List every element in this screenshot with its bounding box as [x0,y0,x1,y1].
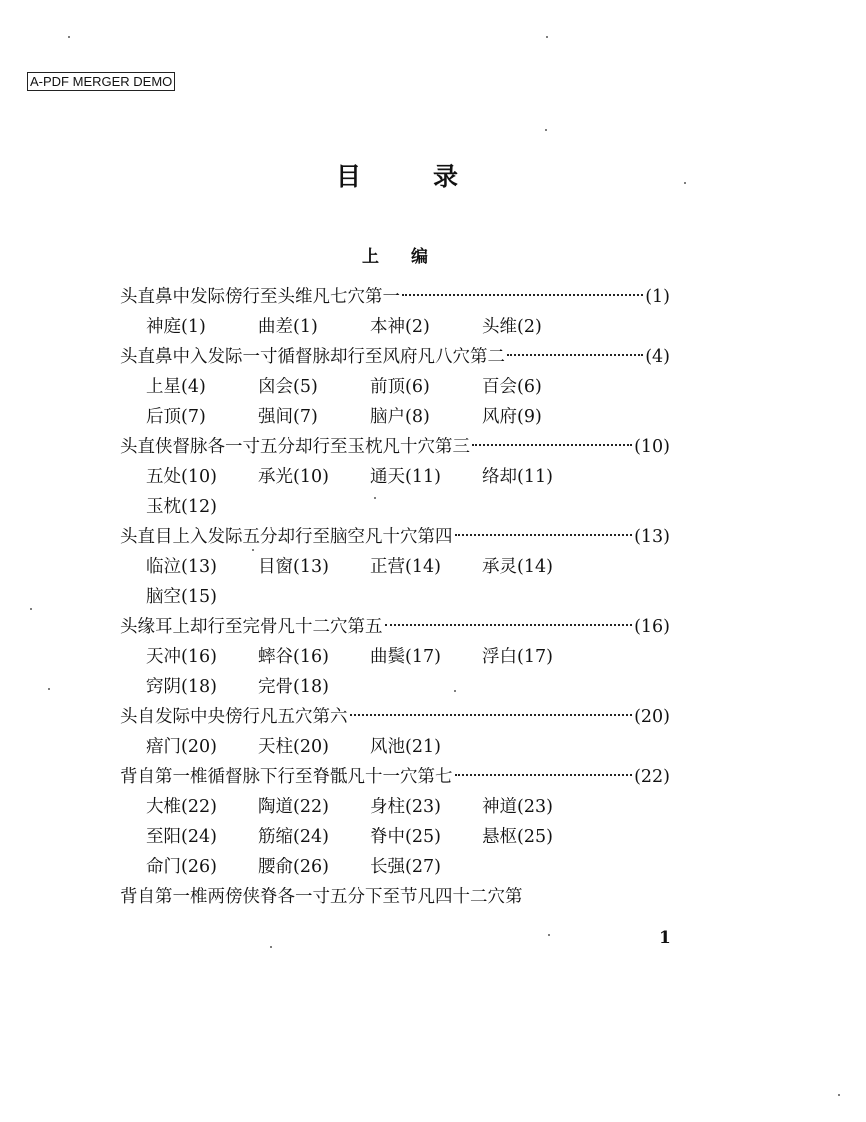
part-title [362,241,428,267]
scan-speck [48,688,50,690]
toc-point-row [120,672,670,702]
toc-point-row [120,462,670,492]
acupoint-entry: 五处(10) [146,467,217,487]
acupoint-entry: 身柱(23) [370,797,441,817]
chapter-title: 头自发际中央傍行凡五穴第六 [120,707,348,727]
scan-speck [546,36,548,38]
part-title-char-2: 编 [411,246,428,267]
acupoint-entry: 脑空(15) [146,587,217,607]
scan-speck [454,690,456,692]
acupoint-entry: 命门(26) [146,857,217,877]
toc-chapter-entry [120,282,670,312]
scan-speck [68,36,70,38]
acupoint-entry: 至阳(24) [146,827,217,847]
page-title-char-2: 录 [432,162,458,191]
chapter-title: 头缘耳上却行至完骨凡十二穴第五 [120,617,383,637]
chapter-page-ref: (10) [634,437,670,457]
acupoint-entry: 强间(7) [258,407,318,427]
toc-point-row [120,792,670,822]
acupoint-entry: 悬枢(25) [482,827,553,847]
acupoint-entry: 后顶(7) [146,407,206,427]
acupoint-entry: 大椎(22) [146,797,217,817]
chapter-title: 头直鼻中入发际一寸循督脉却行至风府凡八穴第二 [120,347,505,367]
toc-point-row [120,732,670,762]
acupoint-entry: 风府(9) [482,407,542,427]
acupoint-entry: 神道(23) [482,797,553,817]
acupoint-entry: 承灵(14) [482,557,553,577]
acupoint-entry: 天冲(16) [146,647,217,667]
scan-speck [270,946,272,948]
dot-leader [472,444,632,446]
acupoint-entry: 头维(2) [482,317,542,337]
chapter-page-ref: (13) [634,527,670,547]
scan-speck [545,129,547,131]
chapter-page-ref: (20) [634,707,670,727]
acupoint-entry: 瘖门(20) [146,737,217,757]
chapter-title: 头直鼻中发际傍行至头维凡七穴第一 [120,287,400,307]
chapter-page-ref: (1) [645,287,670,307]
toc-chapter-entry [120,612,670,642]
page-title [336,157,458,193]
acupoint-entry: 陶道(22) [258,797,329,817]
chapter-page-ref: (4) [645,347,670,367]
acupoint-entry: 曲鬓(17) [370,647,441,667]
acupoint-entry: 络却(11) [482,467,553,487]
acupoint-entry: 天柱(20) [258,737,329,757]
part-title-char-1: 上 [362,246,379,267]
acupoint-entry: 风池(21) [370,737,441,757]
chapter-title: 背自第一椎循督脉下行至脊骶凡十一穴第七 [120,767,453,787]
toc-chapter-entry [120,432,670,462]
acupoint-entry: 上星(4) [146,377,206,397]
toc-point-row [120,582,670,612]
toc-chapter-continued [120,882,670,912]
acupoint-entry: 腰俞(26) [258,857,329,877]
acupoint-entry: 玉枕(12) [146,497,217,517]
scan-speck [252,549,254,551]
acupoint-entry: 通天(11) [370,467,441,487]
acupoint-entry: 窍阴(18) [146,677,217,697]
table-of-contents [120,282,670,912]
acupoint-entry: 脑户(8) [370,407,430,427]
scan-speck [838,1094,840,1096]
toc-chapter-entry [120,702,670,732]
acupoint-entry: 筋缩(24) [258,827,329,847]
toc-point-row [120,642,670,672]
chapter-page-ref: (22) [634,767,670,787]
toc-point-row [120,552,670,582]
scan-speck [684,182,686,184]
toc-chapter-entry [120,522,670,552]
scan-speck [30,608,32,610]
acupoint-entry: 长强(27) [370,857,441,877]
acupoint-entry: 蟀谷(16) [258,647,329,667]
acupoint-entry: 本神(2) [370,317,430,337]
acupoint-entry: 脊中(25) [370,827,441,847]
toc-point-row [120,492,670,522]
dot-leader [402,294,643,296]
toc-point-row [120,402,670,432]
chapter-title: 背自第一椎两傍侠脊各一寸五分下至节凡四十二穴第 [120,887,523,907]
dot-leader [507,354,643,356]
chapter-title: 头直侠督脉各一寸五分却行至玉枕凡十穴第三 [120,437,470,457]
acupoint-entry: 神庭(1) [146,317,206,337]
dot-leader [385,624,633,626]
acupoint-entry: 前顶(6) [370,377,430,397]
dot-leader [455,774,633,776]
page-number: 1 [659,928,671,948]
scan-speck [374,497,376,499]
acupoint-entry: 曲差(1) [258,317,318,337]
dot-leader [350,714,633,716]
chapter-title: 头直目上入发际五分却行至脑空凡十穴第四 [120,527,453,547]
toc-point-row [120,822,670,852]
scan-speck [548,934,550,936]
acupoint-entry: 目窗(13) [258,557,329,577]
acupoint-entry: 囟会(5) [258,377,318,397]
toc-point-row [120,372,670,402]
dot-leader [455,534,633,536]
toc-point-row [120,312,670,342]
page-title-char-1: 目 [336,162,362,191]
toc-point-row [120,852,670,882]
acupoint-entry: 完骨(18) [258,677,329,697]
acupoint-entry: 承光(10) [258,467,329,487]
acupoint-entry: 临泣(13) [146,557,217,577]
acupoint-entry: 百会(6) [482,377,542,397]
chapter-page-ref: (16) [634,617,670,637]
acupoint-entry: 正营(14) [370,557,441,577]
acupoint-entry: 浮白(17) [482,647,553,667]
toc-chapter-entry [120,342,670,372]
toc-chapter-entry [120,762,670,792]
watermark-label: A-PDF MERGER DEMO [27,72,175,91]
